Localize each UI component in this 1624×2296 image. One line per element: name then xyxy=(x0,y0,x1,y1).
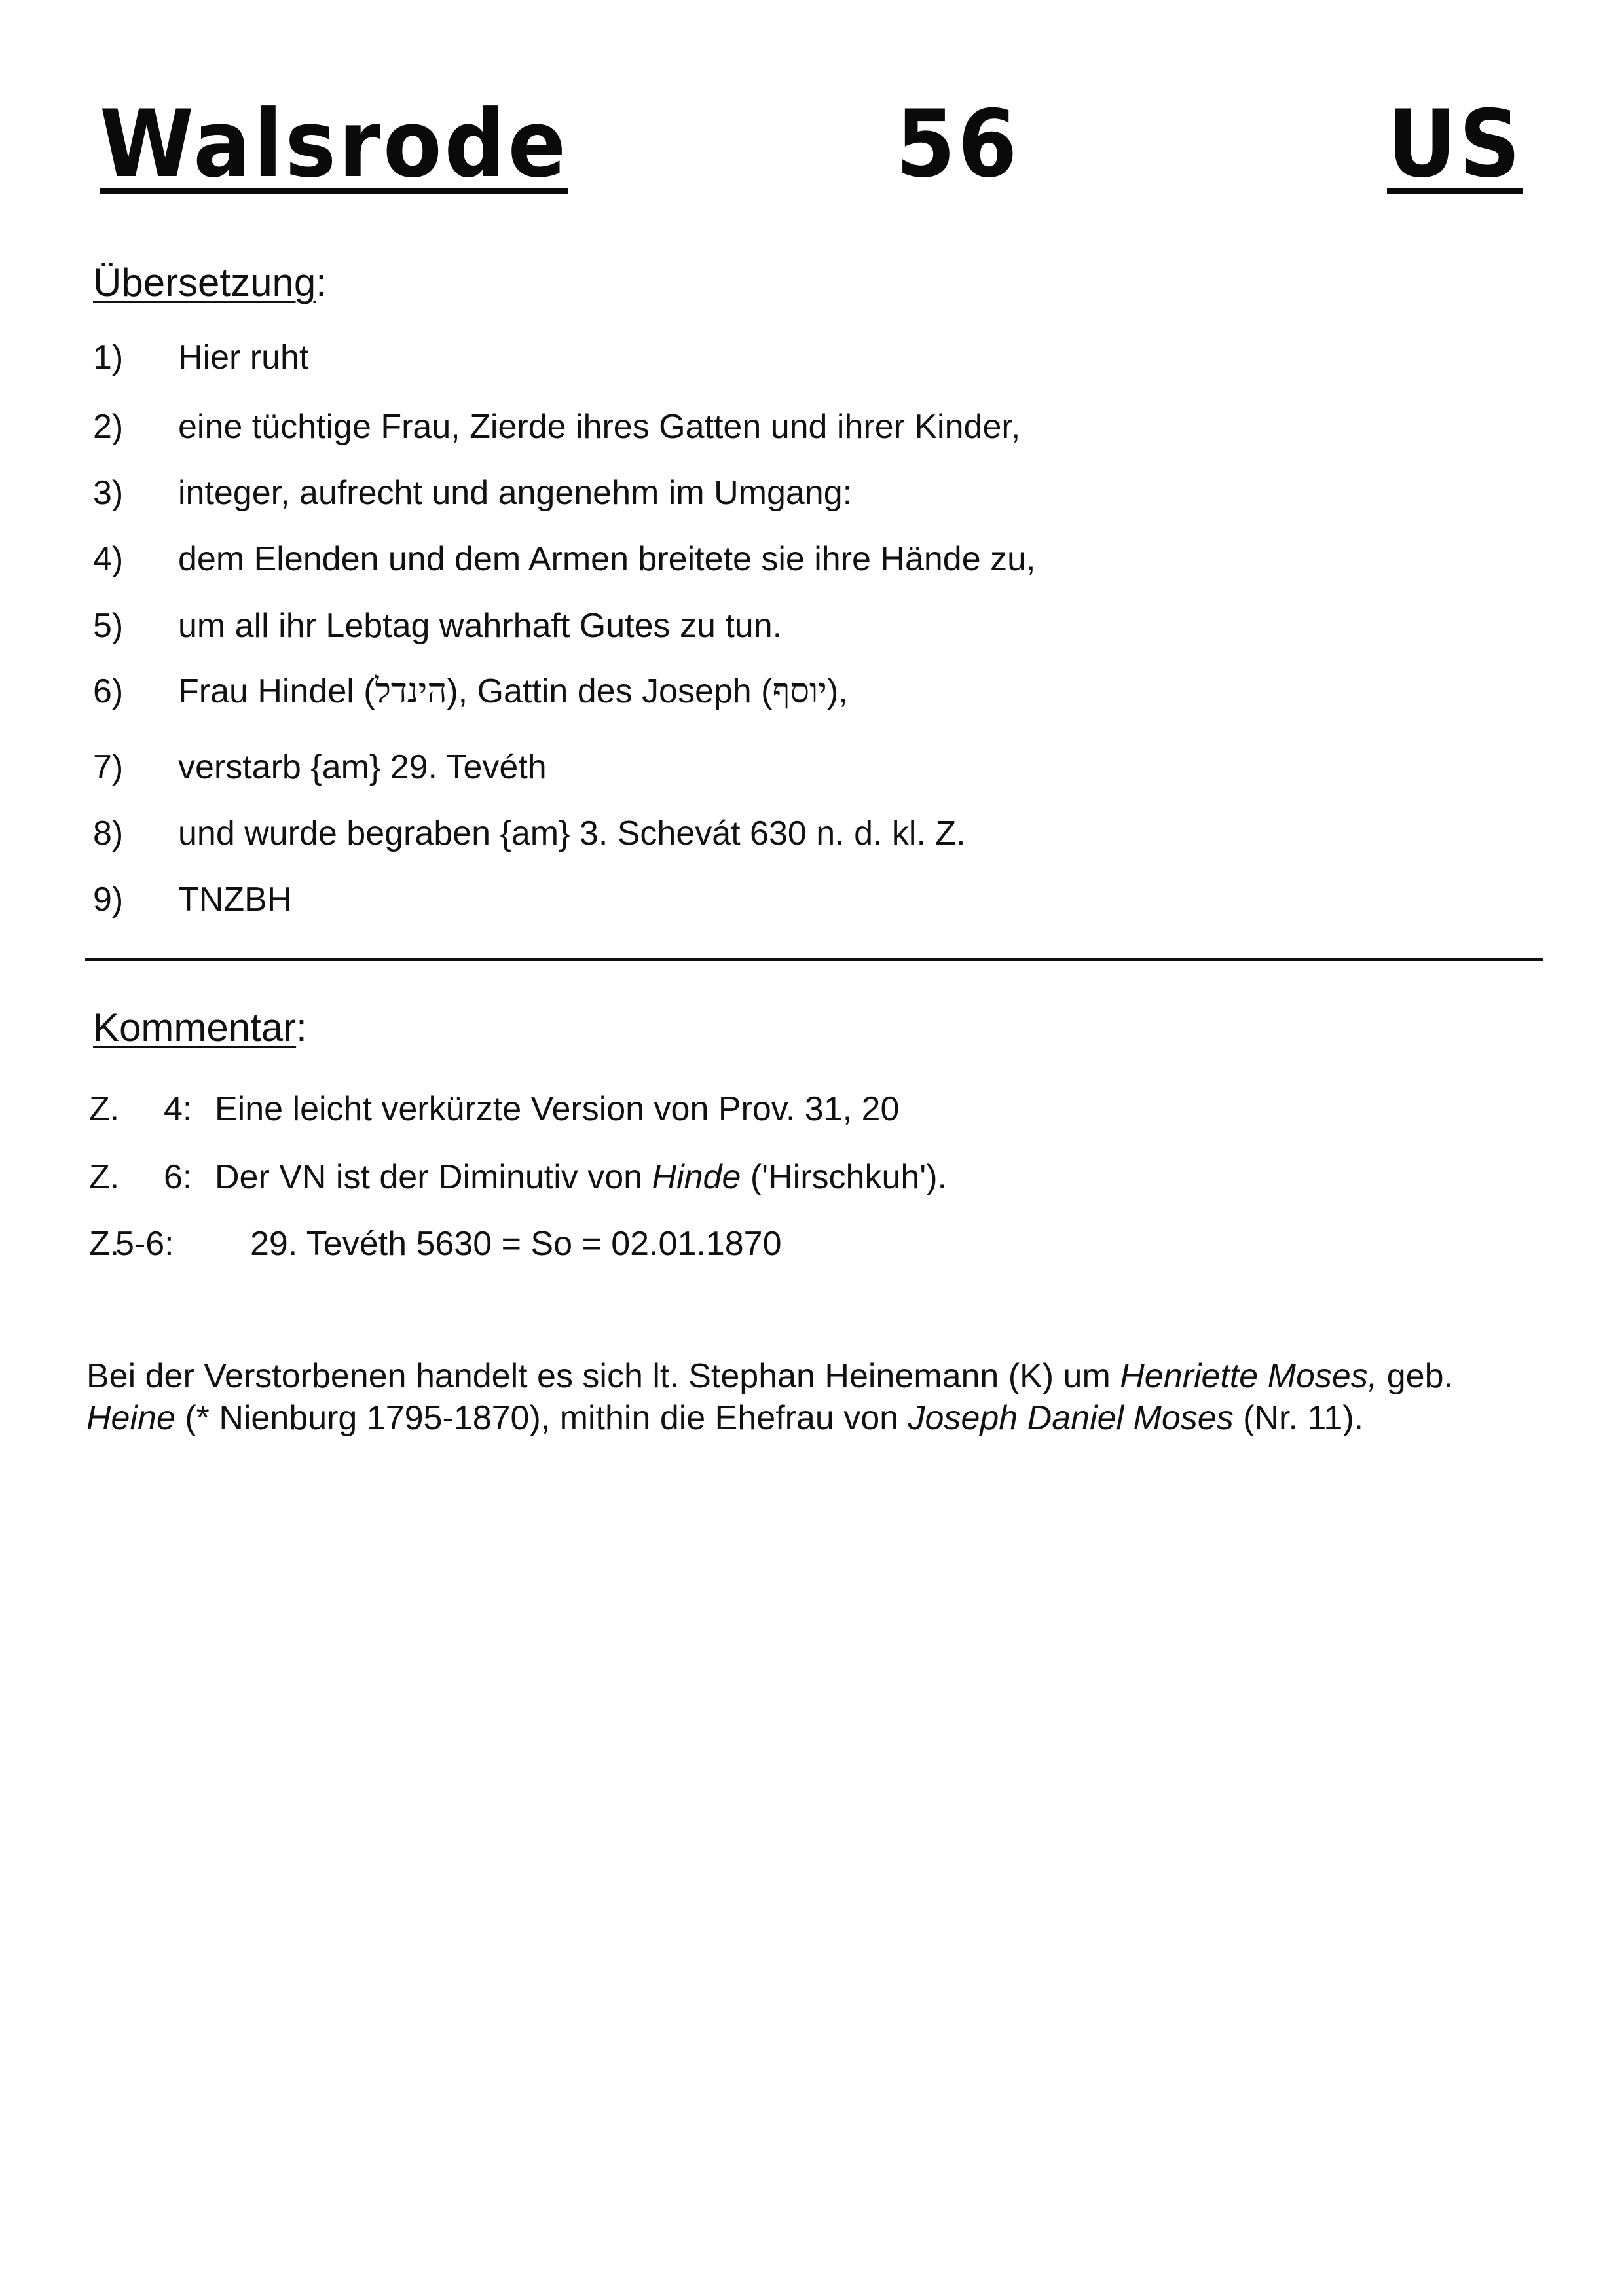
hebrew-name: יוסף xyxy=(772,672,827,711)
line-reference: 4: xyxy=(164,1090,193,1128)
commentary-text xyxy=(215,1158,947,1196)
line-text xyxy=(178,672,848,710)
text-segment: und wurde begraben {am} 3. Schevát 630 n. d. kl. Z. xyxy=(178,814,966,852)
hebrew-name: הינדל xyxy=(375,672,447,711)
translation-line xyxy=(93,672,848,711)
text-segment: TNZBH xyxy=(178,881,292,919)
line-number: 3) xyxy=(93,474,124,512)
text-segment: geb. xyxy=(1377,1357,1453,1395)
translation-line xyxy=(93,816,966,850)
italic-text: Hinde xyxy=(652,1158,741,1196)
commentary-heading-text: Kommentar xyxy=(93,1006,297,1049)
italic-text: Joseph Daniel Moses xyxy=(908,1399,1234,1437)
translation-line xyxy=(93,340,308,374)
text-segment: Bei der Verstorbenen handelt es sich lt. Stephan Heinemann (K) um xyxy=(86,1357,1120,1395)
translation-heading xyxy=(93,263,327,302)
translation-line xyxy=(93,410,1020,444)
line-number: 7) xyxy=(93,748,124,786)
line-text xyxy=(178,540,1035,578)
line-number: 2) xyxy=(93,408,124,446)
translation-heading-colon: : xyxy=(316,261,327,304)
text-segment: Hier ruht xyxy=(178,338,309,376)
text-segment: Der VN ist der Diminutiv von xyxy=(215,1158,652,1196)
line-number: 8) xyxy=(93,814,124,852)
line-reference: 6: xyxy=(164,1158,193,1196)
stone-code: US xyxy=(1387,90,1523,198)
text-segment: (* Nienburg 1795-1870), mithin die Ehefrau von xyxy=(175,1399,908,1437)
commentary-text xyxy=(215,1090,899,1128)
line-text xyxy=(178,748,547,786)
commentary-line xyxy=(89,1160,947,1194)
text-segment: Eine leicht verkürzte Version von Prov. 31, 20 xyxy=(215,1090,900,1128)
commentary-text xyxy=(250,1225,782,1263)
text-segment: eine tüchtige Frau, Zierde ihres Gatten und ihrer Kinder, xyxy=(178,408,1021,446)
translation-line xyxy=(93,750,547,784)
translation-line xyxy=(93,542,1035,576)
line-text xyxy=(178,338,308,376)
commentary-line xyxy=(89,1227,782,1261)
text-segment: ), Gattin des Joseph ( xyxy=(447,672,773,710)
line-text xyxy=(178,607,782,645)
line-prefix: Z. xyxy=(89,1090,120,1128)
line-number: 1) xyxy=(93,338,124,376)
text-segment: ('Hirschkuh'). xyxy=(741,1158,947,1196)
section-divider xyxy=(85,958,1543,961)
text-segment: verstarb {am} 29. Tevéth xyxy=(178,748,547,786)
commentary-line xyxy=(89,1092,899,1126)
location-title: Walsrode xyxy=(100,90,568,198)
text-segment: Frau Hindel ( xyxy=(178,672,375,710)
line-number: 5) xyxy=(93,607,124,645)
note-paragraph xyxy=(86,1355,1547,1439)
line-prefix: Z. xyxy=(89,1158,120,1196)
text-segment: (Nr. 11). xyxy=(1233,1399,1364,1437)
line-text xyxy=(178,881,291,919)
line-text xyxy=(178,814,966,852)
text-segment: ), xyxy=(826,672,848,710)
line-prefix: Z. xyxy=(89,1225,120,1263)
commentary-heading-colon: : xyxy=(296,1006,307,1049)
line-number: 6) xyxy=(93,672,124,710)
text-segment: 29. Tevéth 5630 = So = 02.01.1870 xyxy=(250,1225,782,1263)
commentary-heading xyxy=(93,1008,307,1048)
italic-text: Henriette Moses, xyxy=(1120,1357,1378,1395)
text-segment: integer, aufrecht und angenehm im Umgang: xyxy=(178,474,853,512)
line-text xyxy=(178,408,1020,446)
line-number: 9) xyxy=(93,881,124,919)
translation-line xyxy=(93,883,291,917)
translation-line xyxy=(93,609,782,643)
translation-heading-text: Übersetzung xyxy=(93,261,316,304)
stone-number: 56 xyxy=(896,90,1020,198)
italic-text: Heine xyxy=(86,1399,175,1437)
text-segment: dem Elenden und dem Armen breitete sie ihre Hände zu, xyxy=(178,540,1036,578)
line-number: 4) xyxy=(93,540,124,578)
line-text xyxy=(178,474,852,512)
text-segment: um all ihr Lebtag wahrhaft Gutes zu tun. xyxy=(178,607,783,645)
line-reference: 5-6: xyxy=(115,1225,174,1263)
translation-line xyxy=(93,476,852,510)
